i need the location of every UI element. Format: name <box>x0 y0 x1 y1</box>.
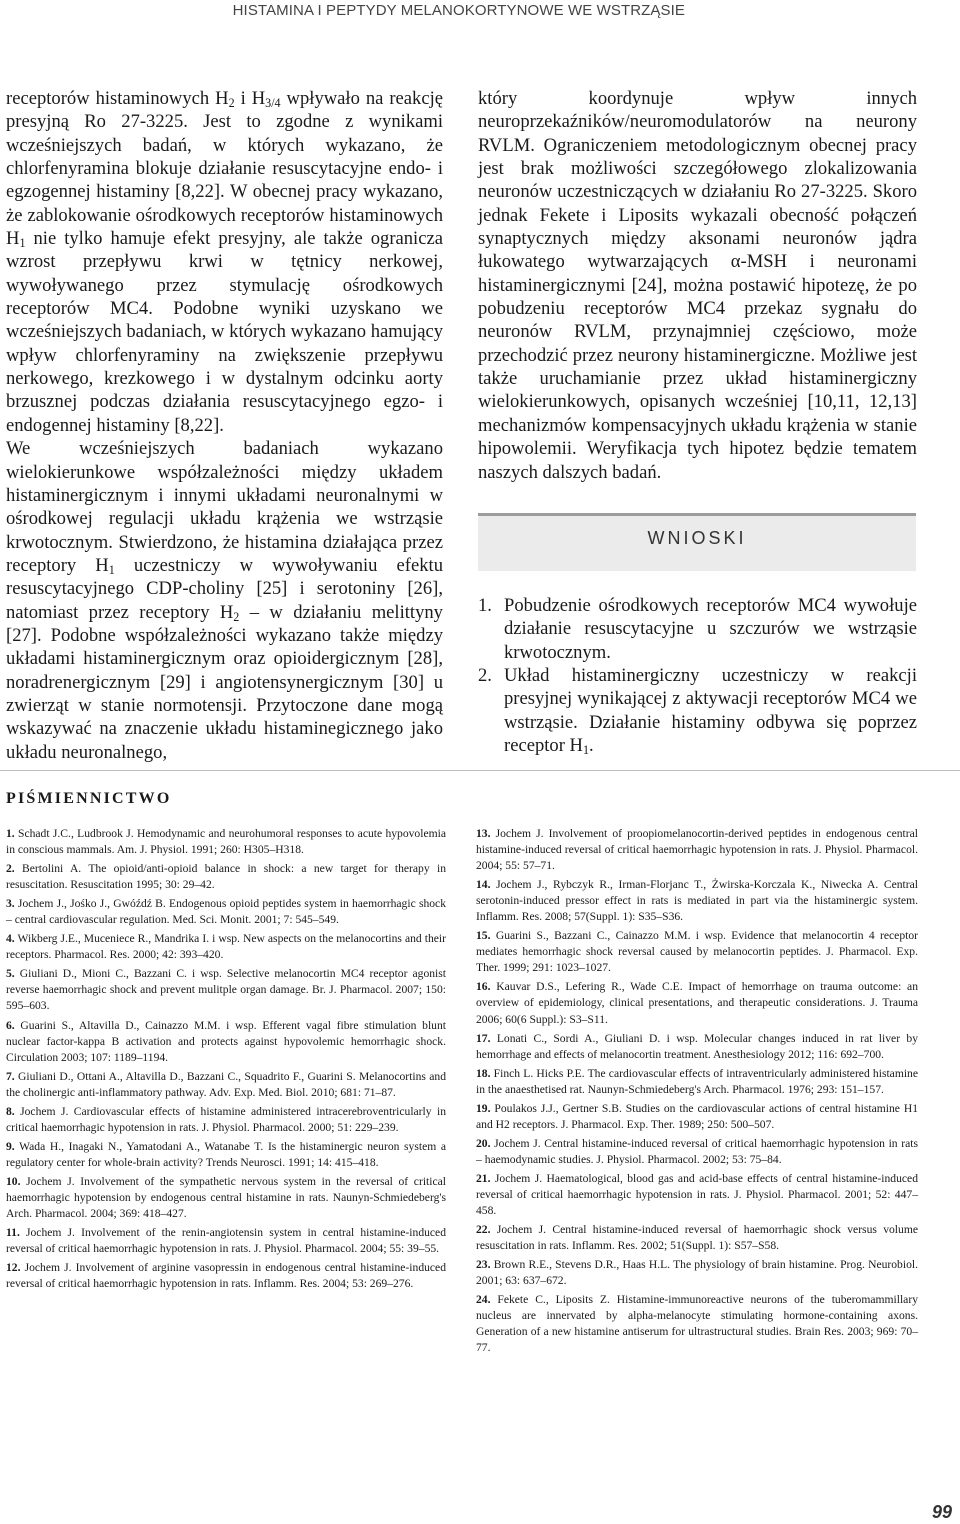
reference-item <box>476 1101 918 1133</box>
reference-text: Jochem J. Central histamine-induced reversal of critical haemorrhagic hypotension in rats – haemodynamic studies. J. Physiol. Pharmacol. 2002; 53: 75–84. <box>476 1136 918 1166</box>
reference-text: Wada H., Inagaki N., Yamatodani A., Watanabe T. Is the histaminergic neuron system a regulatory center for whole-brain activity? Trends Neurosci. 1991; 14: 415–418. <box>6 1139 446 1169</box>
reference-text: Jochem J. Haematological, blood gas and acid-base effects of central histamine-induced reversal of critical haemorrhagic hypotension in rats. J. Physiol. Pharmacol. 2001; 52: 447–458. <box>476 1171 918 1218</box>
reference-text: Jochem J. Involvement of the renin-angiotensin system in central histamine-induced reversal of critical haemorrhagic hypotension in rats. J. Physiol. Pharmacol. 2004; 55: 39–55. <box>6 1226 446 1256</box>
reference-item <box>476 928 918 976</box>
reference-number: 12. <box>6 1261 21 1275</box>
reference-text: Giuliani D., Mioni C., Bazzani C. i wsp. Selective melanocortin MC4 receptor agonist reverse haemorrhagic shock and prevent mulitple organ damage. Br. J. Pharmacol. 2007; 150: 595–603. <box>6 967 446 1013</box>
reference-text: Bertolini A. The opioid/anti-opioid balance in shock: a new target for therapy in resuscitation. Resuscitation 1995; 30: 29–42. <box>6 862 446 892</box>
reference-number: 2. <box>6 862 15 876</box>
reference-item <box>476 979 918 1027</box>
reference-number: 21. <box>476 1171 491 1185</box>
reference-text: Finch L. Hicks P.E. The cardiovascular effects of intraventricularly administered histamine in the anaesthetised rat. Naunyn-Schmiedeberg's Arch. Pharmacol. 1976; 293: 151–157. <box>476 1066 918 1096</box>
reference-number: 4. <box>6 932 15 946</box>
reference-number: 10. <box>6 1174 21 1188</box>
reference-number: 18. <box>476 1066 491 1080</box>
reference-text: Jochem J. Involvement of the sympathetic nervous system in the reversal of critical haemorrhagic hypotension by endogenous central histamine in rats. Naunyn-Schmiedeberg's Arch. Pharmacol. 2004; 369: 418–427. <box>6 1174 446 1221</box>
conclusion-item <box>478 594 917 664</box>
conclusions-list <box>478 594 917 757</box>
reference-item <box>476 1222 918 1254</box>
reference-text: Schadt J.C., Ludbrook J. Hemodynamic and neurohumoral responses to acute hypovolemia in conscious mammals. Am. J. Physiol. 1991; 260: H305–H318. <box>6 827 446 857</box>
reference-item <box>476 1292 918 1356</box>
conclusions-title: WNIOSKI <box>647 528 747 548</box>
reference-text: Fekete C., Liposits Z. Histamine-immunoreactive neurons of the tuberomammillary nucleus are innervated by alpha-melanocyte stimulating hormone-containing axons. Generation of a new histamine antiserum for ultrastructural studies. Brain Res. 2003; 969: 70–77. <box>476 1293 918 1355</box>
reference-item <box>6 1225 446 1257</box>
reference-number: 7. <box>6 1069 15 1083</box>
reference-item <box>6 896 446 928</box>
body-column-right <box>478 87 917 484</box>
reference-number: 8. <box>6 1104 15 1118</box>
reference-number: 3. <box>6 897 15 911</box>
reference-text: Guarini S., Altavilla D., Cainazzo M.M. i wsp. Efferent vagal fibre stimulation blunt nuclear factor-kappa B activation and protects against hypovolemic hemorrhagic shock. Circulation 2003; 107: 1189–1194. <box>6 1018 446 1064</box>
reference-item <box>6 1260 446 1292</box>
reference-text: Kauvar D.S., Lefering R., Wade C.E. Impact of hemorrhage on trauma outcome: an overview of epidemiology, clinical presentations, and therapeutic considerations. J. Trauma 2006; 60(6 Suppl.): S3–S11. <box>476 980 918 1026</box>
reference-text: Jochem J., Rybczyk R., Irman-Florjanc T., Żwirska-Korczala K., Niwecka A. Central serotonin-induced pressor effect in rats is mediated in part via the histaminergic system. Inflamm. Res. 2008; 57(Suppl. 1): S35–S36. <box>476 878 918 924</box>
reference-text: Giuliani D., Ottani A., Altavilla D., Bazzani C., Squadrito F., Guarini S. Melanocortins and the cholinergic anti-inflammatory pathway. Adv. Exp. Med. Biol. 2010; 681: 71–87. <box>6 1069 446 1099</box>
reference-text: Brown R.E., Stevens D.R., Haas H.L. The physiology of brain histamine. Prog. Neurobiol. 2001; 63: 637–672. <box>476 1258 918 1288</box>
reference-text: Jochem J. Cardiovascular effects of histamine administered intracerebroventricularly in critical haemorrhagic hypotension in rats. J. Physiol. Pharmacol. 2000; 51: 229–239. <box>6 1104 446 1134</box>
reference-number: 24. <box>476 1293 491 1307</box>
reference-item <box>476 1066 918 1098</box>
reference-number: 16. <box>476 980 491 994</box>
reference-number: 20. <box>476 1136 491 1150</box>
reference-text: Jochem J., Jośko J., Gwóźdź B. Endogenous opioid peptides system in haemorrhagic shock – central cardiovascular regulation. Med. Sci. Monit. 2001; 7: 545–549. <box>6 897 446 927</box>
reference-number: 11. <box>6 1226 20 1240</box>
reference-text: Guarini S., Bazzani C., Cainazzo M.M. i wsp. Evidence that melanocortin 4 receptor mediates hemorrhagic shock reversal caused by melanocortin peptides. J. Pharmacol. Exp. Ther. 1999; 291: 1023–1027. <box>476 929 918 975</box>
reference-number: 15. <box>476 929 491 943</box>
reference-item <box>476 1031 918 1063</box>
reference-text: Wikberg J.E., Muceniece R., Mandrika I. i wsp. New aspects on the melanocortins and their receptors. Pharmacol. Res. 2000; 42: 393–420. <box>6 932 446 962</box>
conclusion-number: 1. <box>478 595 492 616</box>
reference-item <box>476 877 918 925</box>
reference-item <box>6 1104 446 1136</box>
reference-number: 5. <box>6 967 15 981</box>
reference-item <box>6 1174 446 1222</box>
reference-item <box>6 1018 446 1066</box>
conclusion-number: 2. <box>478 665 492 687</box>
reference-item <box>476 826 918 874</box>
reference-number: 6. <box>6 1018 15 1032</box>
reference-item <box>476 1136 918 1168</box>
reference-item <box>6 1139 446 1171</box>
body-column-left <box>6 87 443 764</box>
body-paragraph: We wcześniejszych badaniach wykazano wielokierunkowe współzależności między układem histaminergicznym i innymi układami neuronalnymi w ośrodkowej regulacji układu krążenia we wstrząsie krwotocznym. Stwierdzono, że histamina działająca przez receptory $H_1$ uczestniczy w wywoływaniu efektu resuscytacyjnego CDP-choliny [25] i serotoniny [26], natomiast przez receptory $H_2$ – w działaniu melittyny [27]. Podobne współzależności wykazano także między układami histaminergicznym oraz opioidergicznym [28], noradrenergicznym [29] i angiotensynergicznym [30] u zwierząt w stanie normotensji. Przytoczone dane mogą wskazywać na znaczenie układu histaminegicznego jako układu neuronalnego, <box>6 438 443 763</box>
reference-number: 14. <box>476 878 491 892</box>
reference-text: Lonati C., Sordi A., Giuliani D. i wsp. Molecular changes induced in rat liver by hemorrhage and effects of melanocortin treatment. Anesthesiology 2012; 116: 692–700. <box>476 1031 918 1061</box>
body-paragraph: receptorów histaminowych $H_2$ i $H_{3/4}$ wpływało na reakcję presyjną Ro 27-3225. Jest to zgodne z wynikami wcześniejszych badań, w których wykazano, że chlorfenyramina blokuje działanie resuscytacyjne endo- i egzogennej histaminy [8,22]. W obecnej pracy wykazano, że zablokowanie ośrodkowych receptorów histaminowych $H_1$ nie tylko hamuje efekt presyjny, ale także ogranicza wzrost przepływu krwi w tętnicy nerkowej, wywoływanego przez stymulację ośrodkowych receptorów MC4. Podobne wyniki uzyskano we wcześniejszych badaniach, w których wykazano hamujący wpływ chlorfenyraminy na zwiększenie przepływu nerkowego, krezkowego i w dystalnym odcinku aorty brzusznej podczas działania resuscytacyjnego egzo- i endogennej histaminy [8,22]. <box>6 88 444 436</box>
reference-text: Poulakos J.J., Gertner S.B. Studies on the cardiovascular actions of central histamine H1 and H2 receptors. J. Pharmacol. Exp. Ther. 1989; 250: 500–507. <box>476 1101 918 1131</box>
reference-item <box>6 826 446 858</box>
reference-text: Jochem J. Central histamine-induced reversal of haemorrhagic shock versus volume resuscitation in rats. Inflamm. Res. 2002; 51(Suppl. 1): S57–S58. <box>476 1223 918 1253</box>
reference-text: Jochem J. Involvement of arginine vasopressin in endogenous central histamine-induced reversal of critical haemorrhagic hypotension in rats. Inflamm. Res. 2004; 53: 269–276. <box>6 1261 446 1291</box>
reference-number: 13. <box>476 827 491 840</box>
reference-number: 23. <box>476 1258 491 1272</box>
references-title: PIŚMIENNICTWO <box>6 790 172 807</box>
reference-number: 9. <box>6 1139 15 1153</box>
conclusion-text: Pobudzenie ośrodkowych receptorów MC4 wywołuje działanie resuscytacyjne u szczurów we wstrząsie krwotocznym. <box>504 595 917 663</box>
reference-item <box>6 931 446 963</box>
reference-number: 1. <box>6 827 15 840</box>
section-divider <box>0 770 960 771</box>
reference-number: 22. <box>476 1223 491 1237</box>
reference-item <box>6 966 446 1014</box>
conclusion-text: Układ histaminergiczny uczestniczy w reakcji presyjnej wynikającej z aktywacji receptorów MC4 we wstrząsie. Działanie histaminy odbywa się poprzez receptor $H_1$. <box>504 665 917 758</box>
conclusions-heading-box <box>478 513 916 571</box>
conclusion-item <box>478 664 917 757</box>
references-column-left <box>6 826 446 1295</box>
reference-text: Jochem J. Involvement of proopiomelanocortin-derived peptides in endogenous central histamine-induced reversal of critical haemorrhagic hypotension in rats. J. Physiol. Pharmacol. 2004; 55: 57–71. <box>476 827 918 873</box>
running-header: HISTAMINA I PEPTYDY MELANOKORTYNOWE WE WSTRZĄSIE <box>232 2 685 19</box>
page-number: 99 <box>931 1502 952 1522</box>
reference-item <box>6 1069 446 1101</box>
reference-number: 17. <box>476 1031 491 1045</box>
references-column-right <box>476 826 918 1359</box>
reference-item <box>476 1257 918 1289</box>
reference-item <box>476 1171 918 1219</box>
reference-item <box>6 861 446 893</box>
body-paragraph: który koordynuje wpływ innych neuroprzekaźników/neuromodulatorów na neurony RVLM. Ograniczeniem metodologicznym obecnej pracy jest brak możliwości szczegółowego zlokalizowania neuronów uczestniczących w działaniu Ro 27-3225. Skoro jednak Fekete i Liposits wykazali obecność połączeń synaptycznych między aksonami neuronów jądra łukowatego wytwarzających α-MSH i neuronami histaminergicznymi [24], można postawić hipotezę, że po pobudzeniu receptorów MC4 przekaz sygnału do neuronów RVLM, przynajmniej częściowo, może przechodzić przez neurony histaminergiczne. Możliwe jest także uruchamianie przez układ histaminergiczny wielokierunkowych, opisanych wcześniej [10,11, 12,13] mechanizmów kompensacyjnych układu krążenia w stanie hipowolemii. Weryfikacja tych hipotez będzie tematem naszych dalszych badań. <box>478 88 917 483</box>
reference-number: 19. <box>476 1101 491 1115</box>
